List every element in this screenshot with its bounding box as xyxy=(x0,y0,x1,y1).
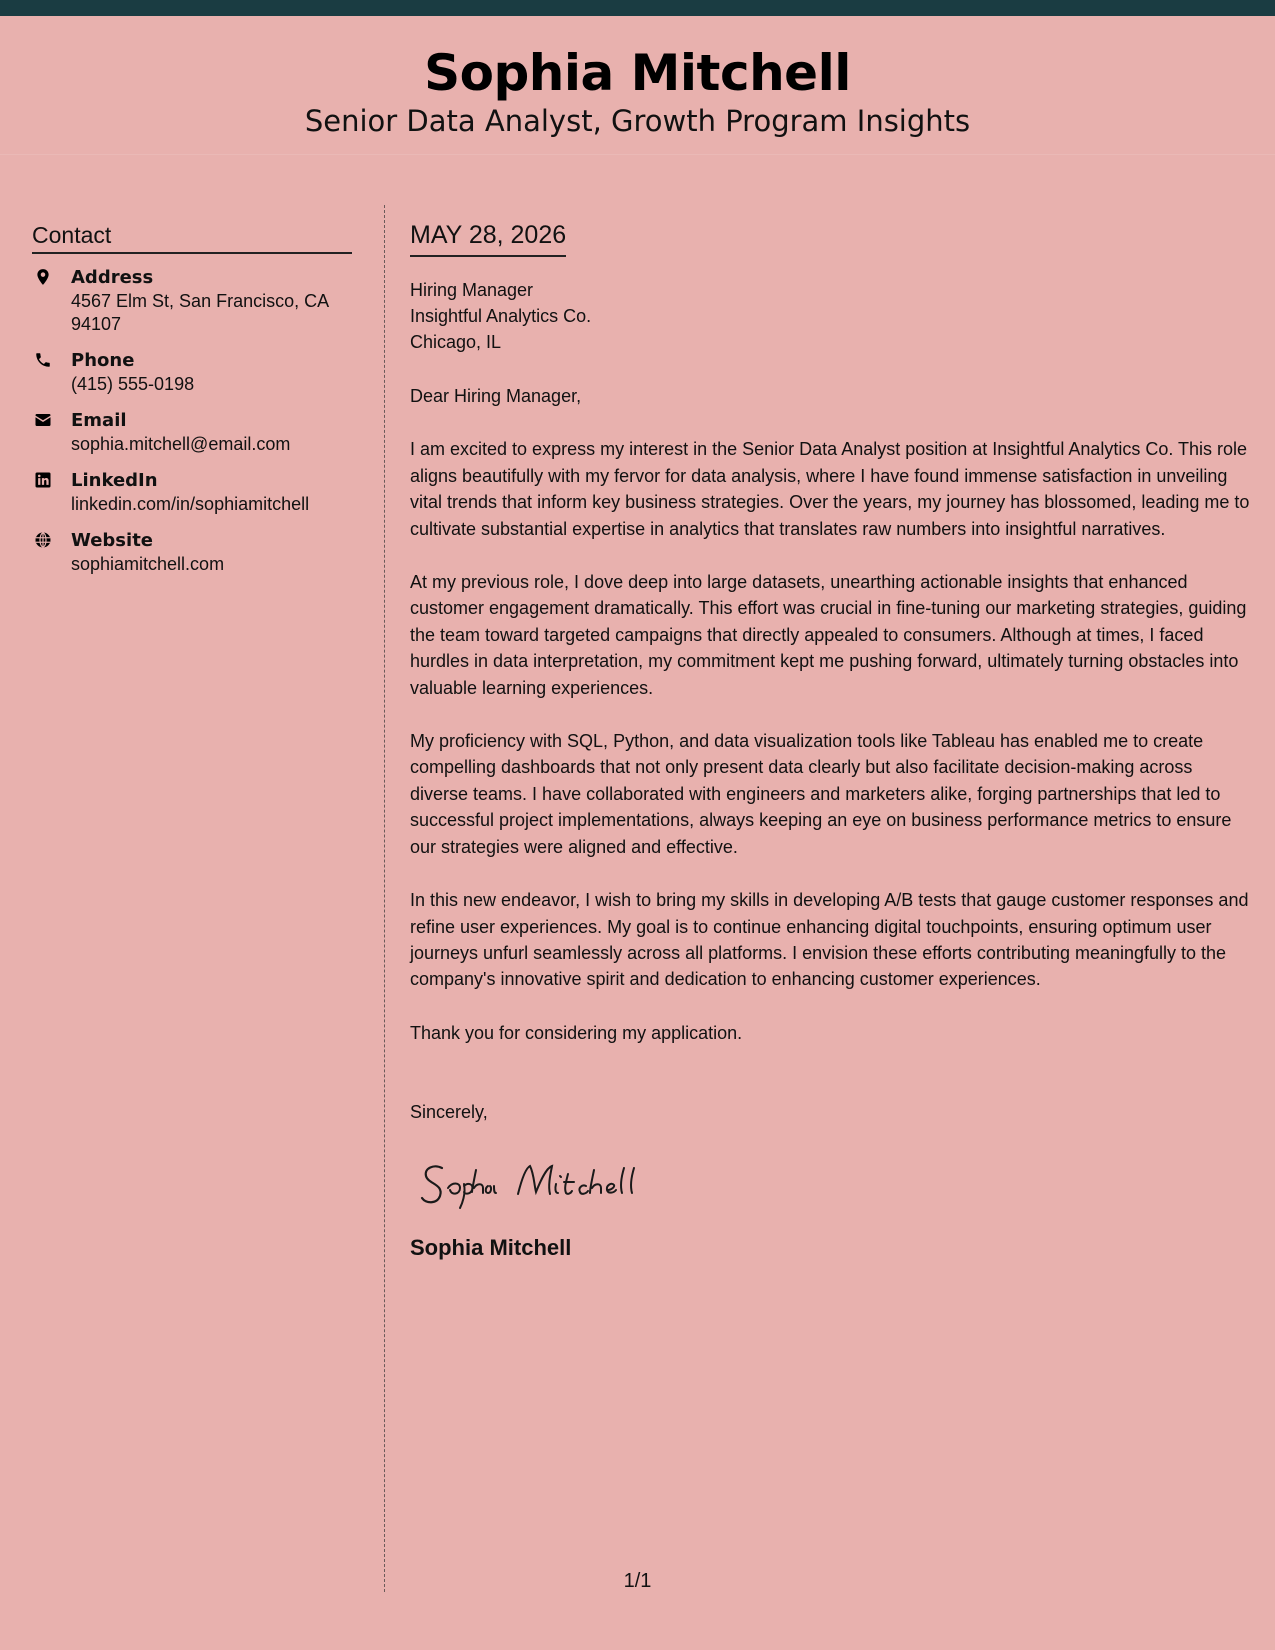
linkedin-icon xyxy=(34,471,52,489)
letter-paragraph: I am excited to express my interest in the Senior Data Analyst position at Insightful Analytics Co. This role aligns beautifully with my fervor for data analysis, where I have found immense satisfaction in unveiling vital trends that inform key business strategies. Over the years, my journey has blossomed, leading me to cultivate substantial expertise in analytics that translates raw numbers into insightful narratives. xyxy=(410,439,1250,539)
contact-item-address xyxy=(32,266,352,336)
globe-icon xyxy=(34,531,52,549)
contact-item-linkedin xyxy=(32,469,352,516)
contact-value: linkedin.com/in/sophiamitchell xyxy=(71,494,310,514)
contact-label: LinkedIn xyxy=(71,470,158,491)
envelope-icon xyxy=(34,411,52,429)
contact-list xyxy=(32,266,352,576)
recipient-line: Hiring Manager xyxy=(410,280,534,300)
applicant-name: Sophia Mitchell xyxy=(424,44,851,102)
contact-label: Email xyxy=(71,410,127,431)
contact-label: Phone xyxy=(71,350,135,371)
contact-value: (415) 555-0198 xyxy=(71,374,195,394)
contact-item-email xyxy=(32,409,352,456)
recipient-line: Chicago, IL xyxy=(410,332,502,352)
recipient-block xyxy=(410,277,1252,355)
letter-body xyxy=(410,218,1252,1263)
contact-item-phone xyxy=(32,349,352,396)
contact-label: Website xyxy=(71,530,154,551)
contact-heading: Contact xyxy=(32,220,352,254)
contact-sidebar xyxy=(32,220,352,589)
contact-label: Address xyxy=(71,267,154,288)
applicant-title: Senior Data Analyst, Growth Program Insights xyxy=(304,104,971,138)
letter-paragraph: My proficiency with SQL, Python, and data visualization tools like Tableau has enabled me to create compelling dashboards that not only present data clearly but also facilitate decision-making across diverse teams. I have collaborated with engineers and marketers alike, forging partnerships that led to successful project implementations, always keeping an eye on business performance metrics to ensure our strategies were aligned and effective. xyxy=(410,731,1232,857)
letter-paragraph: In this new endeavor, I wish to bring my skills in developing A/B tests that gauge customer responses and refine user experiences. My goal is to continue enhancing digital touchpoints, ensuring optimum user journeys unfurl seamlessly across all platforms. I envision these efforts contributing meaningfully to the company's innovative spirit and dedication to enhancing customer experiences. xyxy=(410,890,1249,990)
contact-item-website xyxy=(32,529,352,576)
salutation: Dear Hiring Manager, xyxy=(410,386,582,406)
map-pin-icon xyxy=(34,268,52,286)
page-header xyxy=(0,16,1275,155)
top-accent-bar xyxy=(0,0,1275,16)
contact-value: 4567 Elm St, San Francisco, CA 94107 xyxy=(71,291,329,334)
signer-name: Sophia Mitchell xyxy=(410,1234,572,1260)
closing: Sincerely, xyxy=(410,1102,488,1123)
phone-icon xyxy=(34,351,52,369)
recipient-line: Insightful Analytics Co. xyxy=(410,306,592,326)
column-divider xyxy=(384,205,385,1592)
letter-paragraph: At my previous role, I dove deep into large datasets, unearthing actionable insights that enhanced customer engagement dramatically. This effort was crucial in fine-tuning our marketing strategies, guiding the team toward targeted campaigns that directly appealed to consumers. Although at times, I faced hurdles in data interpretation, my commitment kept me pushing forward, ultimately turning obstacles into valuable learning experiences. xyxy=(410,572,1247,698)
contact-value: sophia.mitchell@email.com xyxy=(71,434,291,454)
handwritten-signature xyxy=(418,1148,678,1212)
contact-value: sophiamitchell.com xyxy=(71,554,225,574)
letter-paragraph: Thank you for considering my application. xyxy=(410,1022,743,1043)
letter-date: MAY 28, 2026 xyxy=(410,218,566,257)
page-number: 1/1 xyxy=(623,1570,652,1592)
